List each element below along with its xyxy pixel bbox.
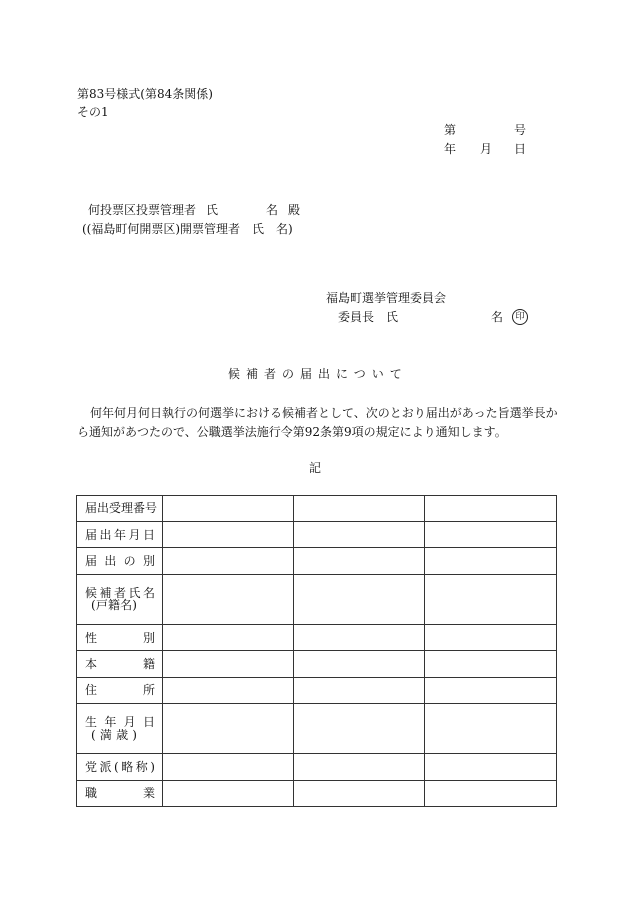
row-label-text: 生年月日 [85,715,155,730]
table-row [77,754,557,780]
form-number: 第83号様式(第84条関係) [77,87,213,101]
row-label-text: 届出の別 [85,553,155,568]
value-cell[interactable] [425,625,557,651]
row-label-text: 届出年月日 [85,527,155,542]
row-label [77,496,163,522]
table-row [77,548,557,574]
value-cell[interactable] [294,754,425,780]
row-label [77,754,163,780]
row-label [77,780,163,806]
value-cell[interactable] [425,754,557,780]
sender-org: 福島町選挙管理委員会 [326,291,447,305]
value-cell[interactable] [294,780,425,806]
table-row [77,677,557,703]
value-cell[interactable] [425,574,557,625]
issue-number-suffix: 号 [514,123,527,137]
sender-shi: 氏 [386,310,399,324]
table-row [77,522,557,548]
value-cell[interactable] [294,548,425,574]
row-sublabel-text: (戸籍名) [91,598,137,613]
row-label [77,703,163,754]
value-cell[interactable] [425,522,557,548]
seal-mark: 印 [512,309,528,325]
value-cell[interactable] [163,780,294,806]
row-label-text: 党派(略称) [85,759,155,774]
value-cell[interactable] [163,548,294,574]
table-row [77,625,557,651]
value-cell[interactable] [294,574,425,625]
row-label-text: 性別 [85,630,155,645]
issue-month-label: 月 [480,142,493,156]
table-row [77,703,557,754]
addressee-title: 何投票区投票管理者 [88,203,197,217]
subject-heading: 候補者の届出について [228,367,408,381]
value-cell[interactable] [425,677,557,703]
addressee-shi: 氏 [206,203,219,217]
issue-number-prefix: 第 [444,123,457,137]
row-label [77,522,163,548]
addressee-mei: 名 [266,203,279,217]
addressee-honorific: 殿 [288,203,301,217]
value-cell[interactable] [294,703,425,754]
row-label [77,625,163,651]
value-cell[interactable] [163,625,294,651]
table-row [77,780,557,806]
issue-day-label: 日 [514,142,527,156]
value-cell[interactable] [294,625,425,651]
table-row [77,574,557,625]
form-variant: その1 [77,105,109,119]
row-label-text: 住所 [85,683,155,698]
row-label [77,574,163,625]
value-cell[interactable] [163,754,294,780]
row-label-text: 職業 [85,786,155,801]
value-cell[interactable] [294,522,425,548]
row-label-text: 本籍 [85,656,155,671]
value-cell[interactable] [163,677,294,703]
body-text-line-2: ら通知があつたので、公職選挙法施行令第92条第9項の規定により通知します。 [77,425,507,439]
value-cell[interactable] [425,651,557,677]
value-cell[interactable] [163,496,294,522]
value-cell[interactable] [294,677,425,703]
value-cell[interactable] [163,651,294,677]
row-sublabel [85,599,162,612]
value-cell[interactable] [294,496,425,522]
value-cell[interactable] [294,651,425,677]
addressee-counting-line: ((福島町何開票区)開票管理者 氏 名) [82,222,293,236]
value-cell[interactable] [163,522,294,548]
table-row [77,496,557,522]
value-cell[interactable] [425,548,557,574]
ki-heading: 記 [309,461,322,475]
value-cell[interactable] [425,703,557,754]
table-row [77,651,557,677]
value-cell[interactable] [425,496,557,522]
row-sublabel-text: (満歳) [91,727,137,742]
sender-mei: 名 [491,310,504,324]
body-text-line-1: 何年何月何日執行の何選挙における候補者として、次のとおり届出があった旨選挙長か [90,406,558,420]
sender-title: 委員長 [338,310,375,324]
value-cell[interactable] [163,574,294,625]
row-label-text: 届出受理番号 [85,501,158,516]
row-label [77,651,163,677]
row-label-text: 候補者氏名 [85,585,155,600]
row-sublabel [85,729,162,742]
row-label [77,548,163,574]
value-cell[interactable] [163,703,294,754]
row-label [77,677,163,703]
issue-year-label: 年 [444,142,457,156]
notification-table [76,495,557,807]
value-cell[interactable] [425,780,557,806]
